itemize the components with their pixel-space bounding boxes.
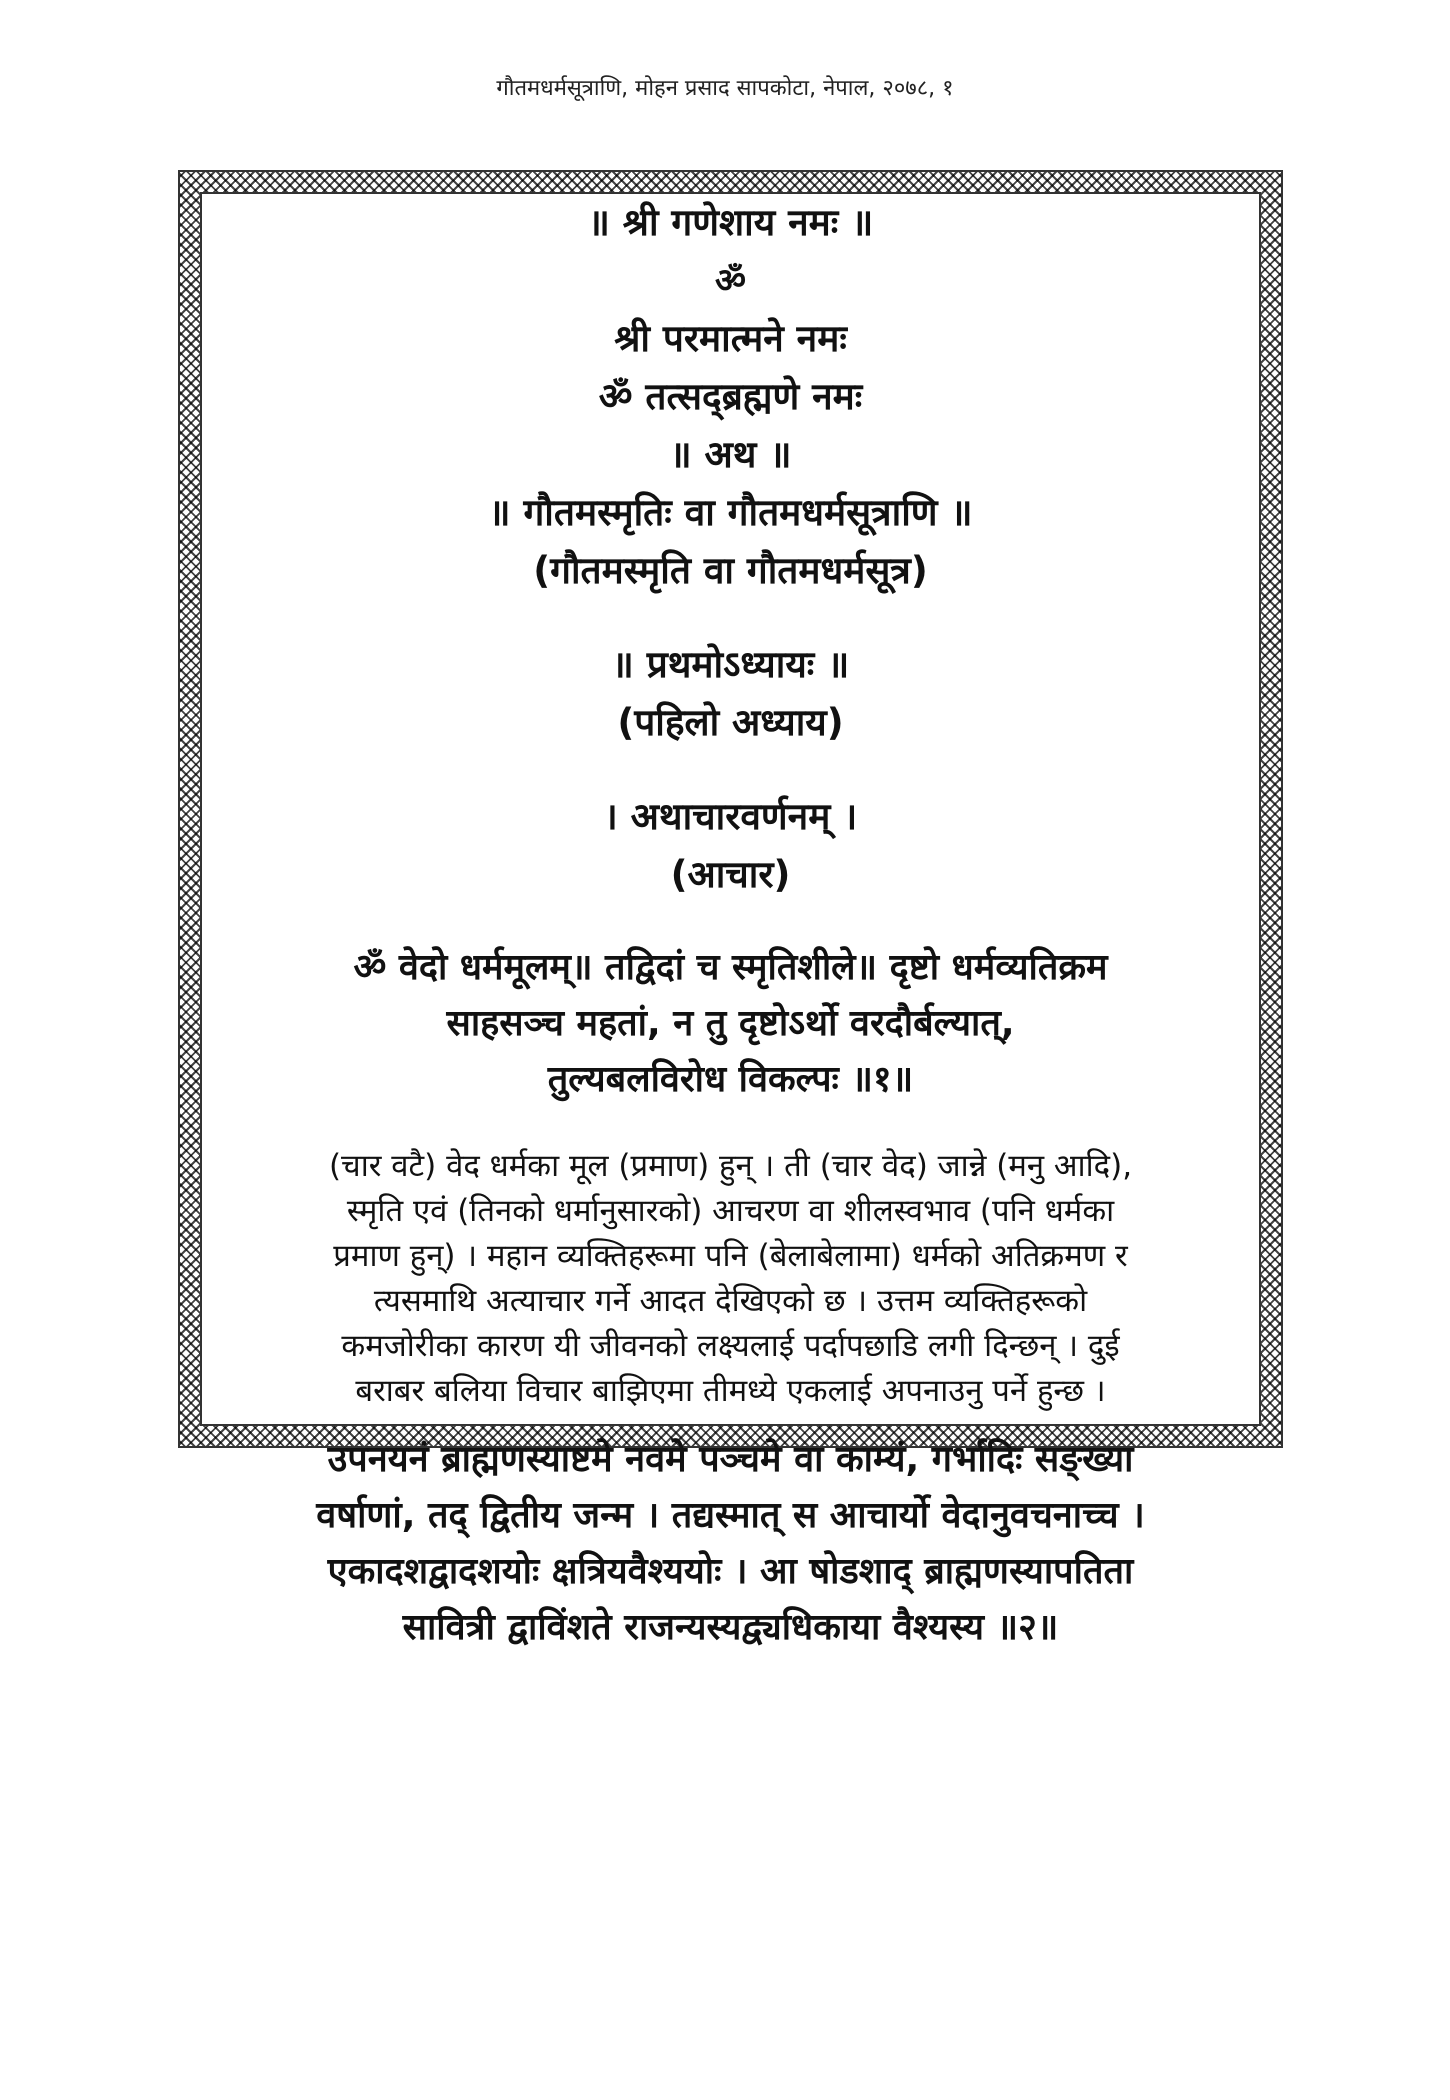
- om-symbol: ॐ: [714, 261, 746, 301]
- sutra-2-line: वर्षाणां, तद् द्वितीय जन्म । तद्यस्मात् स आचार्यो वेदानुवचनाच्च ।: [316, 1495, 1145, 1536]
- page-body: [200, 192, 1261, 1648]
- section-heading: । अथाचारवर्णनम् ।: [603, 795, 858, 838]
- sutra-2: [200, 1432, 1261, 1656]
- commentary-line: (चार वटै) वेद धर्मका मूल (प्रमाण) हुन् । ती (चार वेद) जान्ने (मनु आदि),: [328, 1148, 1133, 1184]
- sutra-1-line: तुल्यबलविरोध विकल्पः ॥१॥: [547, 1059, 914, 1100]
- commentary-line: बराबर बलिया विचार बाझिएमा तीमध्ये एकलाई अपनाउनु पर्ने हुन्छ ।: [355, 1373, 1106, 1409]
- invocation-ganesha: ॥ श्री गणेशाय नमः ॥: [587, 201, 874, 244]
- chapter-heading-nepali: (पहिलो अध्याय): [617, 701, 844, 744]
- sutra-2-line: सावित्री द्वाविंशते राजन्यस्यद्व्यधिकाया वैश्यस्य ॥२॥: [402, 1607, 1059, 1648]
- commentary-line: त्यसमाथि अत्याचार गर्ने आदत देखिएको छ । उत्तम व्यक्तिहरूको: [373, 1283, 1088, 1319]
- commentary-line: कमजोरीका कारण यी जीवनको लक्ष्यलाई पर्दापछाडि लगी दिन्छन् । दुई: [341, 1328, 1120, 1364]
- invocation-paramatmane: श्री परमात्मने नमः: [614, 317, 847, 360]
- running-header: गौतमधर्मसूत्राणि, मोहन प्रसाद सापकोटा, नेपाल, २०७८, १: [496, 76, 954, 101]
- sutra-2-line: एकादशद्वादशयोः क्षत्रियवैश्ययोः । आ षोडशाद् ब्राह्मणस्यापतिता: [327, 1551, 1134, 1592]
- sutra-2-line: उपनयनं ब्राह्मणस्याष्टमे नवमे पञ्चमे वा काम्यं, गर्भादिः सङ्ख्या: [327, 1439, 1134, 1480]
- chapter-heading: ॥ प्रथमोऽध्यायः ॥: [611, 643, 850, 686]
- section-heading-nepali: (आचार): [670, 853, 791, 896]
- sutra-1: [200, 940, 1261, 1108]
- sutra-1-line: ॐ वेदो धर्ममूलम्॥ तद्विदां च स्मृतिशीले॥ दृष्टो धर्मव्यतिक्रम: [353, 947, 1108, 988]
- commentary-1: [200, 1144, 1261, 1414]
- sutra-1-line: साहसञ्च महतां, न तु दृष्टोऽर्थो वरदौर्बल्यात्,: [446, 1003, 1015, 1044]
- invocation-atha: ॥ अथ ॥: [669, 433, 792, 476]
- title-nepali: (गौतमस्मृति वा गौतमधर्मसूत्र): [533, 549, 928, 592]
- title-sanskrit: ॥ गौतमस्मृतिः वा गौतमधर्मसूत्राणि ॥: [488, 491, 973, 534]
- invocation-tatsat: ॐ तत्सद्ब्रह्मणे नमः: [598, 375, 863, 418]
- commentary-line: स्मृति एवं (तिनको धर्मानुसारको) आचरण वा शीलस्वभाव (पनि धर्मका: [346, 1193, 1115, 1229]
- commentary-line: प्रमाण हुन्) । महान व्यक्तिहरूमा पनि (बेलाबेलामा) धर्मको अतिक्रमण र: [333, 1238, 1128, 1274]
